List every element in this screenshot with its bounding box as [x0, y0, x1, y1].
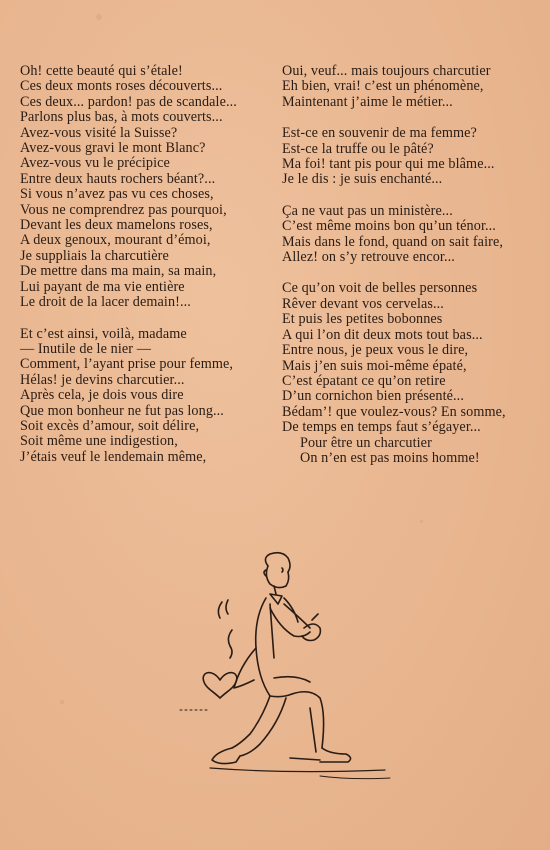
heart-icon [203, 673, 237, 698]
poem-line: Entre nous, je peux vous le dire, [282, 342, 469, 359]
poem-line: Après cela, je dois vous dire [20, 387, 184, 404]
poem-right-column [282, 64, 540, 482]
poem-line: Bédam’! que voulez-vous? En somme, [282, 403, 506, 420]
poem-stanza [20, 327, 275, 466]
poem-line: Mais j’en suis moi-même épaté, [282, 357, 467, 374]
poem-stanza [20, 64, 275, 311]
poem-line: Je suppliais la charcutière [20, 247, 169, 264]
poem-line: Parlons plus bas, à mots couverts... [20, 109, 223, 126]
poem-line: D’un cornichon bien présenté... [282, 388, 464, 405]
poem-line: Ça ne vaut pas un ministère... [282, 202, 453, 219]
kneeling-man-illustration [170, 548, 410, 788]
sparkle-icon [218, 600, 232, 658]
poem-line: Je le dis : je suis enchanté... [282, 171, 443, 188]
poem-line: De mettre dans ma main, sa main, [20, 263, 217, 280]
poem-line: De temps en temps faut s’égayer... [282, 419, 481, 436]
poem-line: Ces deux monts roses découverts... [20, 78, 223, 95]
poem-line: Est-ce la truffe ou le pâté? [282, 140, 434, 157]
poem-line: Que mon bonheur ne fut pas long... [20, 402, 224, 419]
poem-line: — Inutile de le nier — [20, 340, 152, 357]
poem-line: Eh bien, vrai! c’est un phénomène, [282, 78, 484, 95]
man-head [264, 553, 290, 594]
poem-line: On n’en est pas moins homme! [300, 449, 480, 466]
poem-line: A qui l’on dit deux mots tout bas... [282, 326, 483, 343]
poem-line: Ma foi! tant pis pour qui me blâme... [282, 156, 495, 173]
poem-line: Si vous n’avez pas vu ces choses, [20, 186, 214, 203]
poem-line: Entre deux hauts rochers béant?... [20, 170, 216, 187]
paper-stain [60, 700, 64, 704]
poem-line: Oh! cette beauté qui s’étale! [20, 63, 183, 79]
poem-line: Soit même une indigestion, [20, 433, 178, 450]
poem-line: A deux genoux, mourant d’émoi, [20, 232, 211, 249]
poem-stanza [282, 204, 540, 266]
poem-line: Est-ce en souvenir de ma femme? [282, 125, 477, 142]
poem-line: Hélas! je devins charcutier... [20, 371, 185, 388]
poem-line: Devant les deux mamelons roses, [20, 217, 213, 234]
poem-line: C’est épatant ce qu’on retire [282, 372, 446, 389]
poem-line: Le droit de la lacer demain!... [20, 294, 191, 311]
poem-line: Maintenant j’aime le métier... [282, 93, 453, 110]
poem-line: Vous ne comprendrez pas pourquoi, [20, 201, 227, 218]
poem-line: Ce qu’on voit de belles personnes [282, 280, 478, 297]
poem-line: Mais dans le fond, quand on sait faire, [282, 233, 503, 250]
poem-line: Soit excès d’amour, soit délire, [20, 417, 200, 434]
poem-line: Ces deux... pardon! pas de scandale... [20, 93, 237, 110]
poem-line: Oui, veuf... mais toujours charcutier [282, 63, 491, 79]
poem-stanza [282, 126, 540, 188]
poem-line: Avez-vous visité la Suisse? [20, 124, 178, 141]
paper-stain [420, 520, 423, 523]
poem-line: Comment, l’ayant prise pour femme, [20, 356, 234, 373]
poem-line: Rêver devant vos cervelas... [282, 295, 444, 312]
poem-line: Et puis les petites bobonnes [282, 311, 443, 328]
poem-line: C’est même moins bon qu’un ténor... [282, 218, 496, 235]
poem-left-column [20, 64, 275, 481]
poem-stanza [282, 64, 540, 110]
poem-line: Avez-vous gravi le mont Blanc? [20, 140, 206, 157]
poem-line: Allez! on s’y retrouve encor... [282, 249, 455, 266]
poem-line: Avez-vous vu le précipice [20, 155, 170, 172]
poem-line: Pour être un charcutier [300, 434, 432, 451]
poem-line: Et c’est ainsi, voilà, madame [20, 325, 187, 342]
paper-stain [96, 14, 102, 20]
poem-line: Lui payant de ma vie entière [20, 278, 185, 295]
poem-line: J’étais veuf le lendemain même, [20, 448, 207, 465]
poem-stanza [282, 281, 540, 466]
man-body [212, 594, 351, 764]
